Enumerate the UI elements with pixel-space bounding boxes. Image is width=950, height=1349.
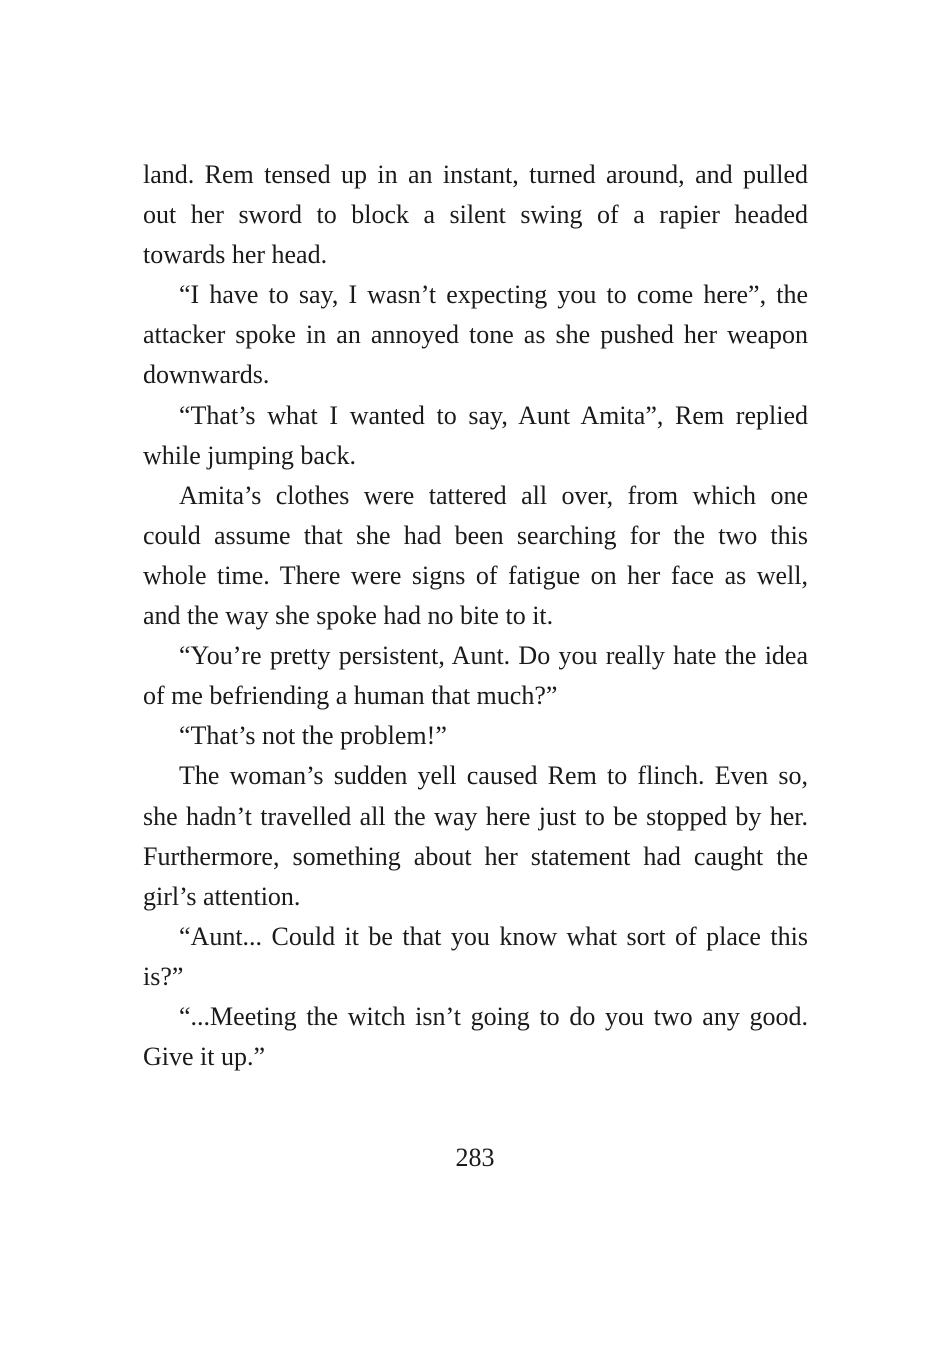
page-number: 283 xyxy=(455,1143,495,1172)
paragraph: “Aunt... Could it be that you know what sort of place this is?” xyxy=(143,921,808,991)
body-text xyxy=(143,155,808,1077)
paragraph: “I have to say, I wasn’t expecting you to come here”, the attacker spoke in an annoyed tone as she pushed her weapon downwards. xyxy=(143,280,808,390)
paragraph: “That’s not the problem!” xyxy=(179,721,447,751)
paragraph: “...Meeting the witch isn’t going to do you two any good. Give it up.” xyxy=(143,1001,808,1072)
paragraph: Amita’s clothes were tattered all over, from which one could assume that she had been searching for the two this whole time. There were signs of fatigue on her face as well, and the way she spoke had no bite to it. xyxy=(143,480,808,631)
paragraph: “You’re pretty persistent, Aunt. Do you really hate the idea of me befriending a human that much?” xyxy=(143,641,808,711)
paragraph: land. Rem tensed up in an instant, turned around, and pulled out her sword to block a silent swing of a rapier headed towards her head. xyxy=(143,160,808,270)
paragraph: “That’s what I wanted to say, Aunt Amita”, Rem replied while jumping back. xyxy=(143,400,808,470)
paragraph: The woman’s sudden yell caused Rem to flinch. Even so, she hadn’t travelled all the way here just to be stopped by her. Furthermore, something about her statement had caught the girl’s attention. xyxy=(143,761,808,911)
